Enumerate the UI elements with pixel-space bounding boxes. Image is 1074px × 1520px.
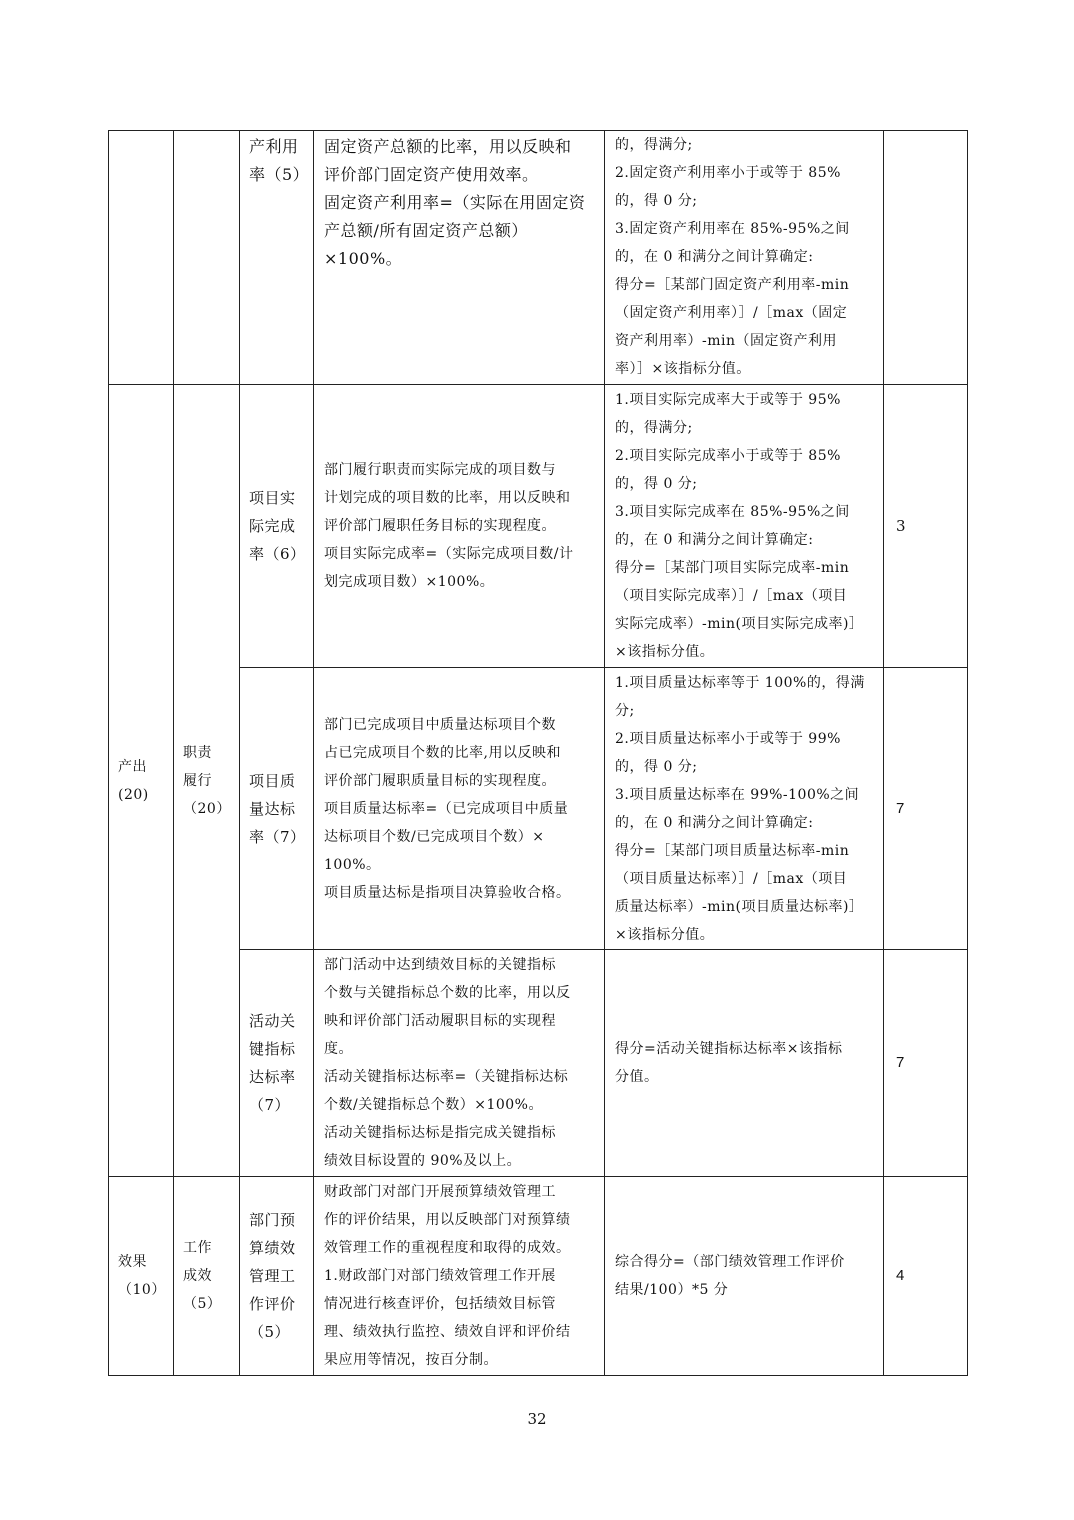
level2-cell <box>174 1177 240 1376</box>
indicator-explanation: 固定资产总额的比率，用以反映和 评价部门固定资产使用效率。 固定资产利用率=（实际在用固定资 产总额/所有固定资产总额）×100%。 <box>324 137 586 268</box>
scoring-criteria: 1.项目质量达标率等于 100%的，得满 分; 2.项目质量达标率小于或等于 99% 的，得 0 分; 3.项目质量达标率在 99%-100%之间 的，在 0 和满分之间计算确定: 得分=［某部门项目质量达标率-min （项目质量达标率）］/［max（项目 质量达标率）-min(项目质量达标率)］ ×该指标分值。 <box>615 674 865 943</box>
level3-cell <box>240 385 314 668</box>
table-row <box>109 385 968 668</box>
level1-indicator: 效果 （10） <box>118 1254 166 1298</box>
level2-indicator: 工作 成效 （5） <box>183 1240 222 1312</box>
table-row <box>109 131 968 385</box>
level1-indicator: 产出 (20) <box>118 758 149 803</box>
criteria-cell <box>605 668 884 950</box>
explanation-cell <box>314 131 605 385</box>
explanation-cell <box>314 385 605 668</box>
indicator-name: 产利用 率（5） <box>249 137 310 184</box>
evaluation-table <box>108 130 968 1376</box>
level3-cell <box>240 950 314 1177</box>
scoring-criteria: 的，得满分; 2.固定资产利用率小于或等于 85% 的，得 0 分; 3.固定资产利用率在 85%-95%之间 的，在 0 和满分之间计算确定: 得分=［某部门固定资产利用率-min （固定资产利用率）］/［max（固定 资产利用率）-min（固定资产利用 率）］×该指标分值。 <box>615 137 850 377</box>
scoring-criteria: 1.项目实际完成率大于或等于 95% 的，得满分; 2.项目实际完成率小于或等于 85% 的，得 0 分; 3.项目实际完成率在 85%-95%之间 的，在 0 和满分之间计算确定: 得分=［某部门项目实际完成率-min （项目实际完成率）］/［max（项目 实际完成率）-min(项目实际完成率)］ ×该指标分值。 <box>615 392 864 660</box>
criteria-cell <box>605 1177 884 1376</box>
explanation-cell <box>314 668 605 950</box>
level3-cell <box>240 1177 314 1376</box>
scoring-criteria: 得分=活动关键指标达标率×该指标 分值。 <box>615 1041 843 1085</box>
level3-cell <box>240 668 314 950</box>
criteria-cell <box>605 385 884 668</box>
score-cell <box>884 668 968 950</box>
score-cell <box>884 950 968 1177</box>
indicator-explanation: 部门履行职责而实际完成的项目数与 计划完成的项目数的比率，用以反映和 评价部门履职任务目标的实现程度。 项目实际完成率=（实际完成项目数/计 划完成项目数）×100%。 <box>324 462 574 590</box>
indicator-name: 项目实 际完成 率（6） <box>249 489 306 563</box>
scoring-criteria: 综合得分=（部门绩效管理工作评价 结果/100）*5 分 <box>615 1254 845 1298</box>
indicator-name: 部门预 算绩效 管理工 作评价 （5） <box>249 1211 296 1341</box>
level3-cell <box>240 131 314 385</box>
criteria-cell <box>605 131 884 385</box>
explanation-cell <box>314 950 605 1177</box>
table-row <box>109 1177 968 1376</box>
score-cell <box>884 385 968 668</box>
indicator-explanation: 部门已完成项目中质量达标项目个数 占已完成项目个数的比率,用以反映和 评价部门履职质量目标的实现程度。 项目质量达标率=（已完成项目中质量 达标项目个数/已完成项目个数）× 100%。 项目质量达标是指项目决算验收合格。 <box>324 716 571 901</box>
level2-cell <box>174 385 240 1177</box>
level1-cell-empty <box>109 131 174 385</box>
indicator-explanation: 财政部门对部门开展预算绩效管理工 作的评价结果，用以反映部门对预算绩 效管理工作的重视程度和取得的成效。 1.财政部门对部门绩效管理工作开展 情况进行核查评价，包括绩效目标管 理、绩效执行监控、绩效自评和评价结 果应用等情况，按百分制。 <box>324 1184 571 1368</box>
score-value: 7 <box>896 1054 905 1071</box>
level1-cell <box>109 385 174 1177</box>
indicator-name: 活动关 键指标 达标率 （7） <box>249 1012 296 1114</box>
score-cell <box>884 1177 968 1376</box>
level2-indicator: 职责 履行 （20） <box>183 744 231 817</box>
explanation-cell <box>314 1177 605 1376</box>
level2-cell-empty <box>174 131 240 385</box>
criteria-cell <box>605 950 884 1177</box>
page-number: 32 <box>527 1410 547 1428</box>
score-value: 3 <box>896 517 907 535</box>
score-value: 7 <box>896 799 905 817</box>
indicator-name: 项目质 量达标 率（7） <box>249 771 306 846</box>
score-cell <box>884 131 968 385</box>
score-value: 4 <box>896 1267 905 1284</box>
indicator-explanation: 部门活动中达到绩效目标的关键指标 个数与关键指标总个数的比率，用以反 映和评价部门活动履职目标的实现程 度。 活动关键指标达标率=（关键指标达标 个数/关键指标总个数）×100%。 活动关键指标达标是指完成关键指标 绩效目标设置的 90%及以上。 <box>324 957 571 1169</box>
level1-cell <box>109 1177 174 1376</box>
